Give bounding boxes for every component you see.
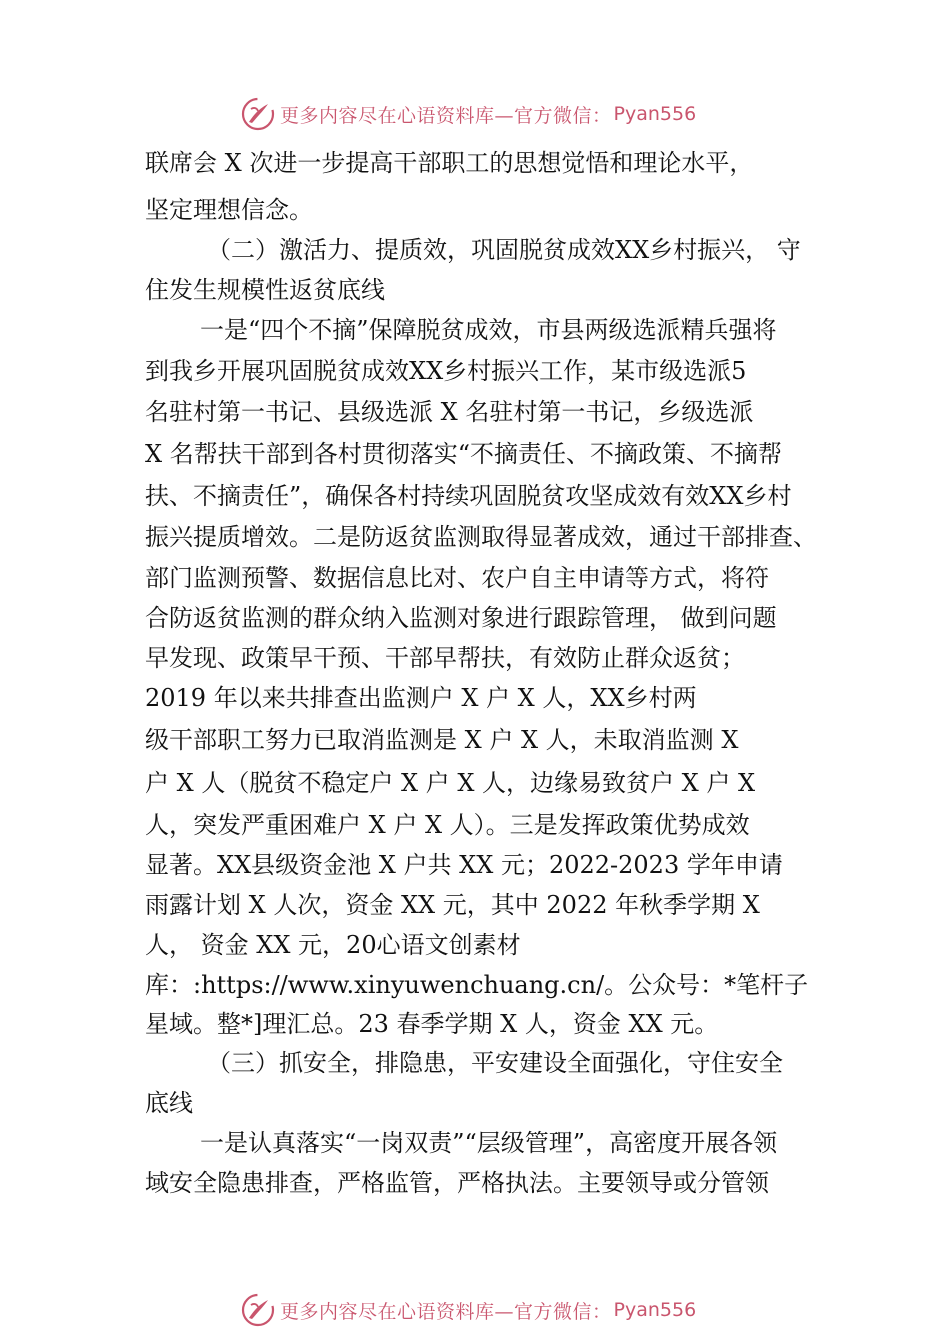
text-line: 合防返贫监测的群众纳入监测对象进行跟踪管理， 做到问题 [145, 604, 777, 632]
text-line: 到我乡开展巩固脱贫成效XX乡村振兴工作，某市级选派5 [145, 357, 747, 385]
banner-text: 更多内容尽在心语资料库—官方微信： [280, 104, 612, 127]
section-heading: 底线 [145, 1089, 193, 1117]
section-heading: （二）激活力、提质效，巩固脱贫成效XX乡村振兴， 守 [207, 236, 801, 264]
text-line: 部门监测预警、数据信息比对、农户自主申请等方式，将符 [145, 564, 769, 592]
text-line: 户 X 人（脱贫不稳定户 X 户 X 人，边缘易致贫户 X 户 X [145, 769, 756, 797]
text-line: 联席会 X 次进一步提高干部职工的思想觉悟和理论水平， [145, 149, 754, 177]
text-line: 一是“四个不摘”保障脱贫成效，市县两级选派精兵强将 [200, 316, 777, 344]
section-heading: 住发生规模性返贫底线 [145, 276, 385, 304]
text-line: 人， 资金 XX 元，20心语文创素材 [145, 931, 521, 959]
brush-logo-icon [240, 1292, 276, 1328]
text-line: 2019 年以来共排查出监测户 X 户 X 人，XX乡村两 [145, 684, 697, 712]
footer-watermark-banner [240, 1290, 696, 1330]
brush-logo-icon [240, 96, 276, 132]
text-line: 星域。整*]理汇总。23 春季学期 X 人，资金 XX 元。 [145, 1010, 719, 1038]
text-line: 一是认真落实“一岗双责”“层级管理”，高密度开展各领 [200, 1129, 778, 1157]
text-line: 扶、不摘责任”，确保各村持续巩固脱贫攻坚成效有效XX乡村 [145, 482, 792, 510]
section-heading: （三）抓安全，排隐患，平安建设全面强化，守住安全 [207, 1049, 783, 1077]
banner-text: 更多内容尽在心语资料库—官方微信： [280, 1300, 612, 1323]
text-line: 坚定理想信念。 [145, 196, 313, 224]
header-watermark-banner [240, 94, 696, 134]
text-line: 人，突发严重困难户 X 户 X 人）。三是发挥政策优势成效 [145, 811, 750, 839]
text-line: 级干部职工努力已取消监测是 X 户 X 人，未取消监测 X [145, 726, 739, 754]
text-line: 显著。XX县级资金池 X 户共 XX 元；2022-2023 学年申请 [145, 851, 783, 879]
text-line: X 名帮扶干部到各村贯彻落实“不摘责任、不摘政策、不摘帮 [145, 440, 782, 468]
text-line: 雨露计划 X 人次，资金 XX 元，其中 2022 年秋季学期 X [145, 891, 760, 919]
banner-wechat-id: Pyan556 [613, 1299, 697, 1321]
banner-wechat-id: Pyan556 [613, 103, 697, 125]
text-line: 振兴提质增效。二是防返贫监测取得显著成效，通过干部排查、 [145, 523, 817, 551]
text-line: 早发现、政策早干预、干部早帮扶，有效防止群众返贫； [145, 644, 745, 672]
text-line: 域安全隐患排查，严格监管，严格执法。主要领导或分管领 [145, 1169, 769, 1197]
text-line: 库：:https://www.xinyuwenchuang.cn/。公众号：*笔杆子 [145, 971, 809, 999]
text-line: 名驻村第一书记、县级选派 X 名驻村第一书记，乡级选派 [145, 398, 754, 426]
